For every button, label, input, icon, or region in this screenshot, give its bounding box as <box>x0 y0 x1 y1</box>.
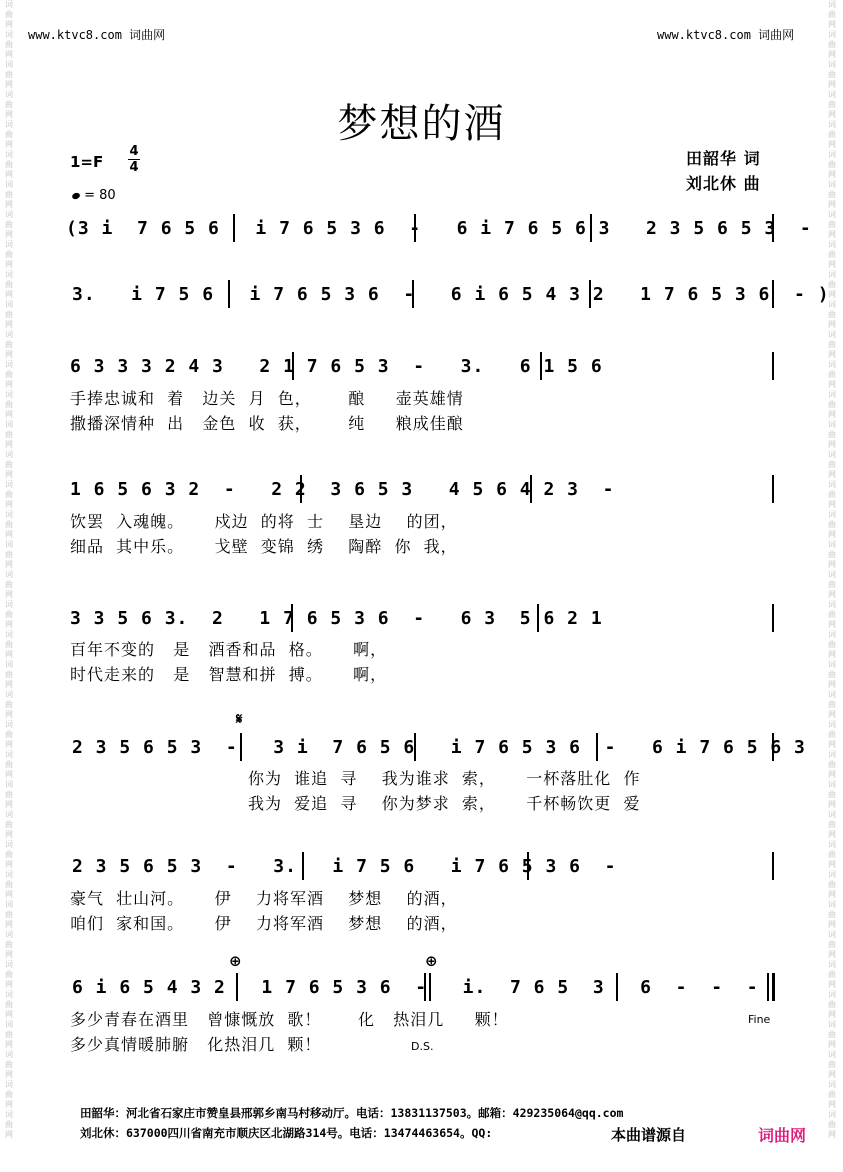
header-url-left[interactable]: www.ktvc8.com 词曲网 <box>28 28 166 42</box>
time-top: 4 <box>129 144 139 159</box>
notation-row-5: 3 3 5 6 3. 2 1 7 6 5 3 6 - 6 3 5 6 2 1 <box>70 608 603 629</box>
side-watermark-right: 词曲网词曲网词曲网词曲网词曲网词曲网词曲网词曲网词曲网词曲网词曲网词曲网词曲网词曲网词曲网词曲网词曲网词曲网词曲网词曲网词曲网词曲网词曲网词曲网词曲网词曲网词曲网词曲网词曲网词曲网词曲网词曲网词曲网词曲网词曲网词曲网词曲网词曲网 <box>828 0 836 1139</box>
time-bottom: 4 <box>129 160 139 175</box>
barline <box>292 352 294 380</box>
tempo-value: = 80 <box>84 188 116 203</box>
barline <box>590 214 592 242</box>
barline <box>772 352 774 380</box>
lyricist-credit: 田韶华 词 <box>686 149 761 168</box>
barline <box>233 214 235 242</box>
lyric-row-5-verse-1: 百年不变的 是 酒香和品 格。 啊， <box>70 640 388 659</box>
barline <box>596 733 598 761</box>
footer-contact-composer: 刘北休：637000四川省南充市顺庆区北湖路314号。电话：13474463654。QQ: <box>80 1126 493 1140</box>
lyric-row-8-verse-2: 多少真情暖肺腑 化热泪几 颗！ <box>70 1035 322 1054</box>
barline <box>240 733 242 761</box>
barline <box>772 280 774 308</box>
barline <box>527 852 529 880</box>
segno-sign: 𝄋 <box>236 710 243 728</box>
side-watermark-left: 词曲网词曲网词曲网词曲网词曲网词曲网词曲网词曲网词曲网词曲网词曲网词曲网词曲网词曲网词曲网词曲网词曲网词曲网词曲网词曲网词曲网词曲网词曲网词曲网词曲网词曲网词曲网词曲网词曲网词曲网词曲网词曲网词曲网词曲网词曲网词曲网词曲网词曲网 <box>5 0 13 1139</box>
final-barline <box>772 973 775 1001</box>
barline <box>429 973 431 1001</box>
fine-mark: Fine <box>748 1013 771 1026</box>
footer-contact-lyricist: 田韶华：河北省石家庄市赞皇县邢郭乡南马村移动厅。电话：13831137503。邮箱：429235064@qq.com <box>80 1106 624 1120</box>
barline <box>300 475 302 503</box>
coda-sign: ⊕ <box>229 952 242 970</box>
barline <box>589 280 591 308</box>
key-signature: 1=F <box>70 153 104 171</box>
barline <box>537 604 539 632</box>
barline <box>302 852 304 880</box>
lyric-row-3-verse-2: 撒播深情种 出 金色 收 获， 纯 粮成佳酿 <box>70 414 464 433</box>
barline <box>772 214 774 242</box>
barline <box>772 475 774 503</box>
notation-row-3: 6 3 3 3 2 4 3 2 1 7 6 5 3 - 3. 6 1 5 6 <box>70 356 603 377</box>
barline <box>424 973 426 1001</box>
barline <box>236 973 238 1001</box>
barline <box>228 280 230 308</box>
quarter-note-icon <box>71 192 81 200</box>
composer-credit: 刘北休 曲 <box>686 174 761 193</box>
notation-row-8: 6 i 6 5 4 3 2 1 7 6 5 3 6 - i. 7 6 5 3 6 - - - <box>72 977 759 998</box>
notation-row-7: 2 3 5 6 5 3 - 3. i 7 5 6 i 7 6 5 3 6 - <box>72 856 617 877</box>
notation-row-6: 2 3 5 6 5 3 - 3 i 7 6 5 6 i 7 6 5 3 6 - 6 i 7 6 5 6 3 <box>72 737 806 758</box>
barline <box>616 973 618 1001</box>
lyric-row-4-verse-1: 饮罢 入魂魄。 戍边 的将 士 垦边 的团， <box>70 512 458 531</box>
lyric-row-7-verse-1: 豪气 壮山河。 伊 力将军酒 梦想 的酒， <box>70 889 458 908</box>
barline <box>412 280 414 308</box>
ds-mark: D.S. <box>411 1040 434 1053</box>
header-url-right[interactable]: www.ktvc8.com 词曲网 <box>657 28 795 42</box>
lyric-row-4-verse-2: 细品 其中乐。 戈壁 变锦 绣 陶醉 你 我， <box>70 537 458 556</box>
notation-row-1: (3 i 7 6 5 6 i 7 6 5 3 6 - 6 i 7 6 5 6 3 2 3 5 6 5 3 - <box>66 218 812 239</box>
notation-row-2: 3. i 7 5 6 i 7 6 5 3 6 - 6 i 6 5 4 3 2 1 7 6 5 3 6 - ) <box>72 284 830 305</box>
coda-sign-2: ⊕ <box>425 952 438 970</box>
barline <box>772 852 774 880</box>
barline <box>414 214 416 242</box>
barline <box>772 604 774 632</box>
notation-row-4: 1 6 5 6 3 2 - 2 2 3 6 5 3 4 5 6 4 2 3 - <box>70 479 615 500</box>
site-logo[interactable]: 词曲网 <box>758 1126 807 1145</box>
lyric-row-6-verse-2: 我为 爱追 寻 你为梦求 索， 千杯畅饮更 爱 <box>248 794 641 813</box>
barline <box>291 604 293 632</box>
barline <box>530 475 532 503</box>
barline <box>772 733 774 761</box>
barline <box>767 973 769 1001</box>
lyric-row-3-verse-1: 手捧忠诚和 着 边关 月 色， 酿 壶英雄情 <box>70 389 464 408</box>
tempo-mark <box>72 188 116 203</box>
time-signature <box>128 144 140 175</box>
source-label: 本曲谱源自 <box>611 1126 687 1144</box>
song-title: 梦想的酒 <box>337 101 506 147</box>
lyric-row-6-verse-1: 你为 谁追 寻 我为谁求 索， 一杯落肚化 作 <box>248 769 641 788</box>
lyric-row-8-verse-1: 多少青春在酒里 曾慷慨放 歌！ 化 热泪几 颗！ <box>70 1010 509 1029</box>
barline <box>414 733 416 761</box>
lyric-row-5-verse-2: 时代走来的 是 智慧和拼 搏。 啊， <box>70 665 388 684</box>
lyric-row-7-verse-2: 咱们 家和国。 伊 力将军酒 梦想 的酒， <box>70 914 458 933</box>
barline <box>540 352 542 380</box>
